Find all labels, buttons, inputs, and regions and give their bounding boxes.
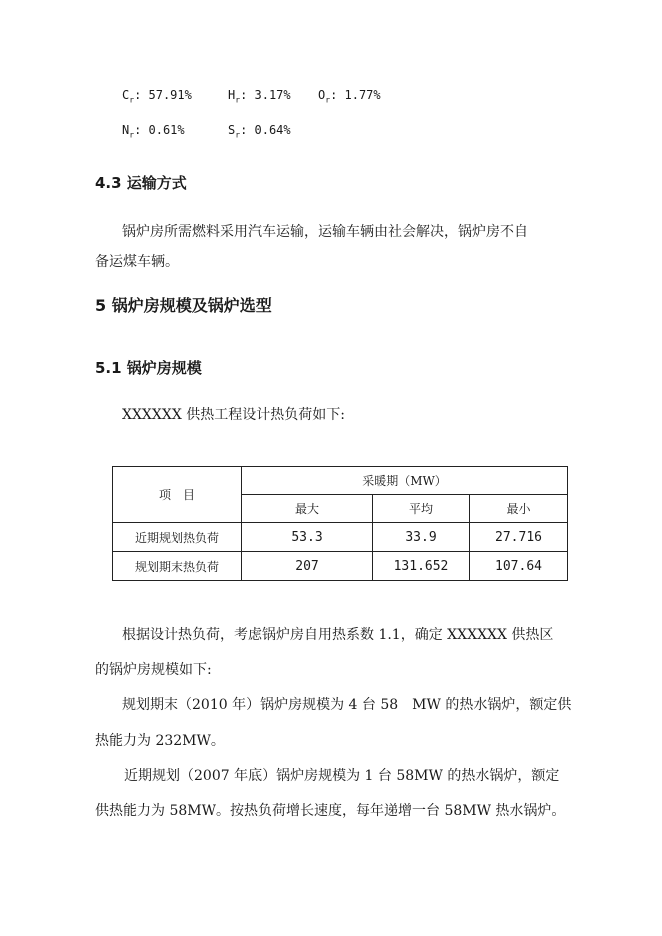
composition-n-value: : 0.61% — [134, 123, 185, 137]
composition-c-symbol: C — [122, 88, 130, 102]
composition-h-symbol: H — [228, 88, 236, 102]
composition-o-value: : 1.77% — [330, 88, 381, 102]
table-cell: 207 — [242, 552, 373, 581]
section-4-3-para-line2: 备运煤车辆。 — [95, 254, 179, 270]
composition-s — [228, 123, 291, 139]
after-table-p2-line2: 热能力为 232MW。 — [95, 733, 225, 749]
after-table-p3-line2: 供热能力为 58MW。按热负荷增长速度，每年递增一台 58MW 热水锅炉。 — [95, 803, 566, 819]
composition-s-symbol: S — [228, 123, 236, 137]
composition-n-symbol: N — [122, 123, 130, 137]
composition-s-subscript: r — [235, 130, 241, 140]
composition-n-subscript: r — [129, 130, 135, 140]
section-5-title: 5 锅炉房规模及锅炉选型 — [95, 296, 272, 315]
composition-h-subscript: r — [235, 95, 241, 105]
table-header-row — [113, 467, 568, 495]
section-5-1-intro: XXXXXX 供热工程设计热负荷如下: — [122, 407, 345, 423]
composition-h-value: : 3.17% — [240, 88, 291, 102]
table-cell: 131.652 — [373, 552, 470, 581]
table-row — [113, 523, 568, 552]
table-col-avg: 平均 — [373, 495, 470, 523]
section-4-3-para-line1: 锅炉房所需燃料采用汽车运输，运输车辆由社会解决，锅炉房不自 — [122, 224, 528, 240]
after-table-p1-line1: 根据设计热负荷，考虑锅炉房自用热系数 1.1，确定 XXXXXX 供热区 — [122, 627, 554, 643]
composition-c-subscript: r — [129, 95, 135, 105]
composition-c-value: : 57.91% — [134, 88, 192, 102]
table-item-header: 项 目 — [113, 467, 242, 523]
after-table-p3-line1: 近期规划（2007 年底）锅炉房规模为 1 台 58MW 的热水锅炉，额定 — [124, 768, 560, 784]
composition-s-value: : 0.64% — [240, 123, 291, 137]
table-cell: 53.3 — [242, 523, 373, 552]
table-col-max: 最大 — [242, 495, 373, 523]
table-cell: 107.64 — [470, 552, 568, 581]
table-cell: 33.9 — [373, 523, 470, 552]
after-table-p1-line2: 的锅炉房规模如下: — [95, 662, 212, 678]
section-5-1-title: 5.1 锅炉房规模 — [95, 359, 202, 377]
section-4-3-title: 4.3 运输方式 — [95, 174, 187, 192]
heat-load-table — [112, 466, 568, 581]
composition-o — [318, 88, 381, 104]
table-period-header: 采暖期（MW） — [242, 467, 568, 495]
after-table-p2-line1: 规划期末（2010 年）锅炉房规模为 4 台 58 MW 的热水锅炉，额定供 — [122, 697, 572, 713]
composition-h — [228, 88, 291, 104]
table-row-label: 近期规划热负荷 — [113, 523, 242, 552]
composition-o-subscript: r — [325, 95, 331, 105]
table-cell: 27.716 — [470, 523, 568, 552]
table-row-label: 规划期末热负荷 — [113, 552, 242, 581]
table-col-min: 最小 — [470, 495, 568, 523]
composition-n — [122, 123, 185, 139]
table-row — [113, 552, 568, 581]
composition-o-symbol: O — [318, 88, 326, 102]
composition-c — [122, 88, 192, 104]
